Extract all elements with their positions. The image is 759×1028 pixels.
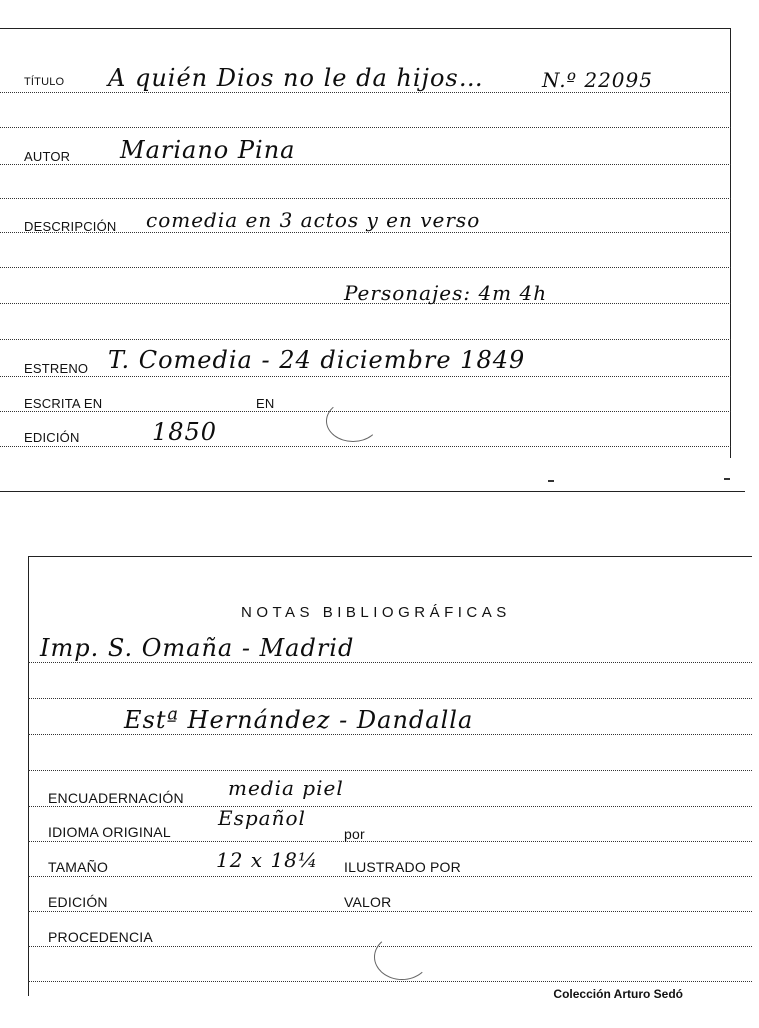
ruled-line	[28, 770, 752, 771]
ruled-line	[0, 164, 731, 165]
titulo-value: A quién Dios no le da hijos…	[108, 64, 484, 92]
estreno-value: T. Comedia - 24 diciembre 1849	[108, 346, 526, 374]
valor-label: VALOR	[344, 894, 392, 910]
note-line-1: Imp. S. Omaña - Madrid	[40, 634, 355, 662]
descripcion-label: DESCRIPCIÓN	[24, 219, 117, 234]
catalog-card-top	[0, 28, 731, 458]
ruled-line	[0, 267, 731, 268]
ruled-line	[0, 376, 731, 377]
catalog-number: N.º 22095	[542, 68, 653, 92]
collection-credit: Colección Arturo Sedó	[553, 987, 683, 1001]
note-line-2: Estª Hernández - Dandalla	[124, 706, 474, 734]
idioma-original-label: IDIOMA ORIGINAL	[48, 824, 171, 840]
procedencia-label: PROCEDENCIA	[48, 929, 153, 945]
encuadernacion-value: media piel	[228, 776, 344, 800]
ruled-line	[0, 198, 731, 199]
ruled-line	[28, 876, 752, 877]
tamano-label: TAMAÑO	[48, 859, 109, 875]
notas-heading: NOTAS BIBLIOGRÁFICAS	[241, 604, 511, 621]
ruled-line	[0, 339, 731, 340]
por-label: por	[344, 826, 365, 842]
ruled-line	[28, 734, 752, 735]
speck	[724, 478, 730, 480]
edicion-label: EDICIÓN	[48, 894, 108, 910]
ruled-line	[28, 911, 752, 912]
encuadernacion-label: ENCUADERNACIÓN	[48, 790, 184, 806]
ruled-line	[28, 981, 752, 982]
en-label: EN	[256, 396, 275, 411]
ruled-line	[28, 841, 752, 842]
ruled-line	[28, 806, 752, 807]
tamano-value: 12 x 18¼	[216, 848, 319, 872]
faint-stamp	[374, 934, 430, 980]
ilustrado-por-label: ILUSTRADO POR	[344, 859, 461, 875]
card-top-border	[28, 556, 752, 557]
ruled-line	[28, 662, 752, 663]
idioma-original-value: Español	[218, 806, 306, 830]
titulo-label: TÍTULO	[24, 76, 65, 88]
faint-stamp	[326, 400, 380, 442]
speck	[548, 480, 554, 482]
autor-value: Mariano Pina	[120, 136, 296, 164]
escrita-en-label: ESCRITA EN	[24, 396, 103, 411]
ruled-line	[0, 92, 731, 93]
cut-line	[0, 491, 745, 492]
ruled-line	[28, 698, 752, 699]
autor-label: AUTOR	[24, 149, 71, 164]
ruled-line	[0, 127, 731, 128]
estreno-label: ESTRENO	[24, 361, 89, 376]
catalog-card-bottom	[28, 556, 752, 996]
descripcion-value: comedia en 3 actos y en verso	[146, 208, 481, 232]
edicion-label: EDICIÓN	[24, 430, 80, 445]
edicion-value: 1850	[152, 418, 218, 446]
ruled-line	[0, 446, 731, 447]
personajes-value: Personajes: 4m 4h	[344, 281, 548, 305]
card-left-border	[28, 556, 29, 996]
card-top-border	[0, 28, 731, 29]
